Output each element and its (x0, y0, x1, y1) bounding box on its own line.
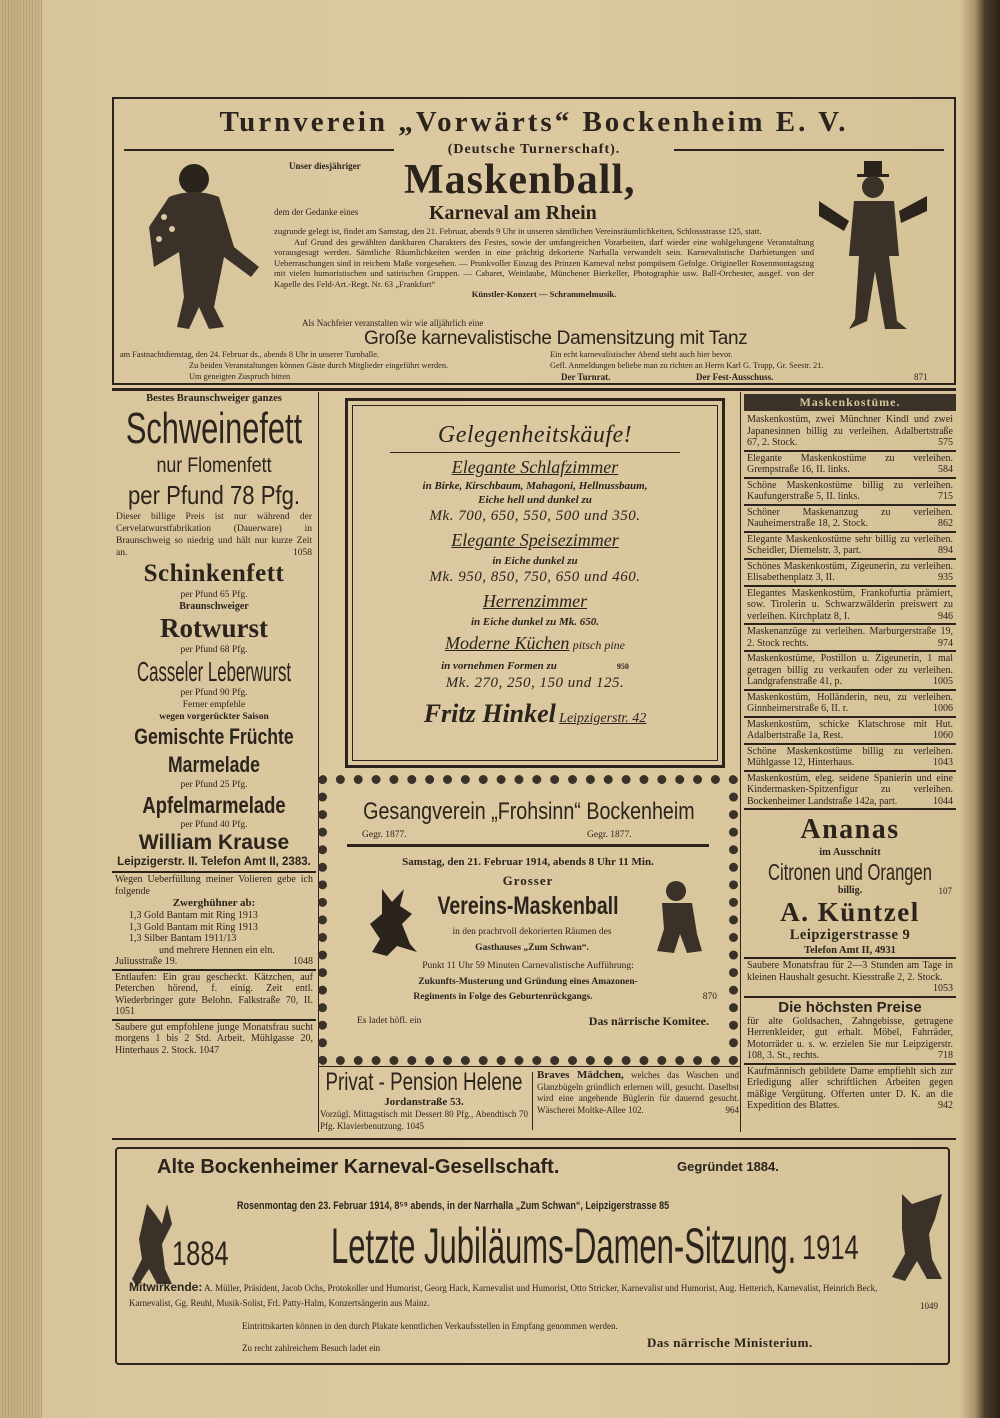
ad-number: 870 (702, 992, 717, 1002)
invite-text: Es ladet höfl. ein (357, 1016, 422, 1026)
price-text: per Pfund 90 Pfg. (180, 688, 248, 698)
hoechste-preise-ad: Die höchsten Preise für alte Goldsachen, Zahngebisse, getragene Herrenkleider, gut erhalt. Möbel, Fahrräder, Motorräder u. s. w. erzielen Sie nur Leipzigerstr. 108, 3. St., rechts. 718 (744, 998, 956, 1065)
frohsinn-text: Gasthauses „Zum Schwan“. (475, 943, 589, 953)
maskenkostuem-ad: Maskenkostüme, Postillon u. Zigeunerin, 1 mal getragen billig zu verkaufen oder zu verleihen. Landgrafenstraße 41, p. 1005 (744, 652, 956, 691)
hinkel-text: Eiche hell und dunkel zu (478, 494, 592, 506)
entlaufen-ad: Entlaufen: Ein grau gescheckt. Kätzchen, auf Peterchen hörend, f. einig. Zeit entl. Wiederbringer gute Belohn. Falkstraße 70, II. 1051 (112, 971, 316, 1021)
karneval-title: Alte Bockenheimer Karneval-Gesellschaft. (157, 1156, 560, 1178)
pension-text: Vorzügl. Mittagstisch mit Dessert 80 Pfg., Abendtisch 70 Pfg. Klavierbenutzung. (320, 1109, 528, 1131)
maskenkostuem-ad: Elegantes Maskenkostüm, Frankofurtia prämiert, sow. Tirolerin u. Schwarzwälderin preiswert zu verleihen. Kirchplatz 8, I. 946 (744, 587, 956, 626)
hinkel-text: in Eiche dunkel zu (492, 555, 578, 567)
apfelmarmelade-headline: Apfelmarmelade (142, 792, 286, 818)
maskenkostuem-ad: Schönes Maskenkostüm, Zigeunerin, zu verleihen. Elisabethenplatz 3, II. 935 (744, 560, 956, 587)
braunschweiger-text: Braunschweiger (179, 601, 249, 612)
eintrittskarten-text: Eintrittskarten können in den durch Plakate kenntlichen Verkaufsstellen in Empfang genommen werden. (242, 1321, 618, 1331)
info-line-1: am Fastnachtdienstag, den 24. Februar ds., abends 8 Uhr in unserer Turnhalle. (120, 350, 379, 359)
maskenball-headline: Vereins-Maskenball (437, 892, 619, 920)
monatsfrau-ad: Saubere gut empfohlene junge Monatsfrau sucht morgens 1 bis 2 Std. Arbeit. Mühlgasse 20, Hinterhaus 2. Stock. 1047 (115, 1021, 313, 1056)
info-line-2-right: Gefl. Anmeldungen beliebe man zu richten an Herrn Karl G. Trapp, Gr. Seestr. 21. (550, 361, 824, 370)
body-paragraph-2: Auf Grund des gewählten dankbaren Charakters des Festes, sowie der umfangreichen Vorarbeiten, darf wieder eine wohlgelungene Veranstaltung vorausgesagt werden. Sämtliche Räumlichkeiten werden in eine prächtig dekorierte Narhalla verwandelt sein. Karnevalistische Darbietungen und Ueberraschungen sind in reichem Maße vorgesehen. — Prunkvoller Einzug des Prinzen Karneval nebst pompösem Gefolge. Origineller Rosenmontagszug mit vielen humoristischen und satirischen Gruppen. — Cabaret, Weinlaube, Münchener Bierkeller, Photographie usw. Ball-Orchester, ausgef. von der Kapelle des Feld-Art.-Regt. Nr. 63 „Frankfurt“ (274, 236, 814, 289)
hinkel-text: pitsch pine (572, 638, 626, 652)
signature-turnrat: Der Turnrat. (561, 372, 611, 382)
info-line-3: Um geneigten Zuspruch bitten (189, 372, 291, 381)
hinkel-text: in Eiche dunkel zu Mk. 650. (470, 616, 600, 628)
event-date: Samstag, den 21. Februar 1914, abends 8 Uhr 11 Min. (402, 856, 654, 868)
grosser-text: Grosser (502, 873, 554, 888)
billig-text: billig. 107 (837, 885, 952, 896)
karneval-gesellschaft-ad (115, 1147, 950, 1365)
price-text: per Pfund 68 Pfg. (180, 645, 248, 655)
maskenkostueme-header: Maskenkostüme. (744, 394, 956, 411)
pension-title: Privat - Pension Helene (325, 1068, 523, 1096)
citronen-headline: Citronen und Orangen (768, 859, 932, 885)
hinkel-text: in vornehmen Formen zu (441, 660, 557, 672)
left-column (112, 392, 316, 1057)
maskenkostuem-ad: Elegante Maskenkostüme zu verleihen. Grempstraße 16, II. links. 584 (744, 452, 956, 479)
zwerghuehner-ad: Wegen Ueberfüllung meiner Volieren gebe ich folgende Zwerghühner ab: 1,3 Gold Bantam mit Ring 1913 1,3 Gold Bantam mit Ring 1913 1,3 Silber Bantam 1911/13 und mehrere Hennen ein eln. Juliusstraße 19. 1048 (112, 873, 316, 971)
krause-address: Leipzigerstr. II. Telefon Amt II, 2383. (112, 855, 316, 873)
wegen-text: wegen vorgerückter Saison (159, 712, 269, 722)
schinkenfett-headline: Schinkenfett (143, 560, 285, 587)
price-headline: per Pfund 78 Pfg. (127, 480, 301, 510)
right-column (744, 394, 956, 1113)
event-date: Rosenmontag den 23. Februar 1914, 8⁵⁹ abends, in der Narrhalla „Zum Schwan“, Leipzigerstrasse 85 (237, 1200, 670, 1212)
fruechte-headline: Gemischte Früchte (134, 724, 294, 749)
ausschnitt-text: im Ausschnitt (819, 847, 881, 858)
founded-text: Gegr. 1877. (587, 830, 632, 840)
frohsinn-text: in den prachtvoll dekorierten Räumen des (452, 927, 612, 937)
signature-komitee: Das närrische Komitee. (588, 1014, 709, 1028)
hinkel-content (353, 406, 717, 734)
maskenkostuem-ad: Maskenkostüm, eleg. seidene Spanierin und eine Kindermasken-Spitzenfigur zu verleihen. Bockenheimer Landstraße 142a, part. 1044 (744, 772, 956, 811)
frohsinn-ad (318, 775, 738, 1065)
kuentzel-name: A. Küntzel (780, 897, 920, 927)
signature-fest-ausschuss: Der Fest-Ausschuss. (696, 372, 774, 382)
price-text: per Pfund 25 Pfg. (180, 780, 248, 790)
monatsfrau-ad: Saubere Monatsfrau für 2—3 Stunden am Tage in kleinen Haushalt gesucht. Kiesstraße 2, 2. Stock. 1053 (744, 959, 956, 998)
ad-number: 871 (914, 372, 928, 382)
price-text: per Pfund 40 Pfg. (180, 820, 248, 830)
hinkel-name: Fritz Hinkel (423, 699, 556, 728)
turnverein-ad (112, 97, 956, 385)
maskenkostuem-ad: Maskenanzüge zu verleihen. Marburgerstraße 19, 2. Stock rechts. 974 (744, 625, 956, 652)
info-line-1-right: Ein echt karnevalistischer Abend steht auch hier bevor. (550, 350, 733, 359)
book-binding-edge (0, 0, 42, 1418)
schlafzimmer-prices: Mk. 700, 650, 550, 500 und 350. (429, 508, 641, 524)
signature-ministerium: Das närrische Ministerium. (647, 1335, 813, 1350)
ad-number: 1045 (405, 1120, 424, 1131)
maskenkostuem-ad: Elegante Maskenkostüme sehr billig zu verleihen. Scheidler, Diemelstr. 3, part. 894 (744, 533, 956, 560)
schweinefett-headline: Schweinefett (125, 404, 303, 453)
damen-sitzung-headline: Letzte Jubiläums-Damen-Sitzung. (331, 1218, 797, 1274)
gedanke-text: dem der Gedanke eines (274, 207, 359, 217)
frohsinn-text: Regiments in Folge des Geburtenrückgangs. (413, 992, 593, 1002)
maskenkostuem-ad: Maskenkostüm, Holländerin, neu, zu verleihen. Ginnheimerstraße 6, II. r. 1006 (744, 691, 956, 718)
schlafzimmer-heading: Elegante Schlafzimmer (451, 457, 619, 477)
year-1884: 1884 (172, 1235, 229, 1273)
herrenzimmer-heading: Herrenzimmer (482, 591, 588, 611)
maskenkostuem-ad: Schöne Maskenkostüme billig zu verleihen. Mühlgasse 12, Hinterhaus. 1043 (744, 745, 956, 772)
krause-ad (112, 392, 316, 873)
carnival-figure-illustration-right (819, 161, 929, 336)
maskenkostuem-ad: Maskenkostüm, zwei Münchner Kindl und zwei Japanesinnen billig zu verleihen. Adalbertstraße 67, 2. Stock. 575 (744, 413, 956, 452)
speisezimmer-heading: Elegante Speisezimmer (451, 530, 619, 550)
hinkel-text: in Birke, Kirschbaum, Mahagoni, Hellnussbaum, (422, 480, 648, 492)
intro-text: Unser diesjähriger (289, 161, 361, 171)
turnverein-subtitle: (Deutsche Turnerschaft). (447, 142, 621, 157)
frohsinn-text: Punkt 11 Uhr 59 Minuten Carnevalistische Aufführung: (422, 961, 634, 971)
info-line-2: Zu beiden Veranstaltungen können Gäste durch Mitglieder eingeführt werden. (189, 361, 449, 370)
ferner-text: Ferner empfehle (182, 700, 246, 710)
rotwurst-headline: Rotwurst (160, 613, 268, 643)
kuentzel-phone: Telefon Amt II, 4931 (744, 944, 956, 959)
nachfeier-text: Als Nachfeier veranstalten wir wie alljährlich eine (302, 318, 484, 328)
mitwirkende-text: Mitwirkende: A. Müller, Präsident, Jacob Ochs, Protokoller und Humorist, Georg Hack, Karnevalist und Humorist, Otto Stricker, Karnevalist und Humorist, Aug. Hetterich, Karnevalist, Heinrich Beck, Karnevalist, Gg. Reuhl, Musik-Solist, Frl. Patty-Halm, Konzertsängerin aus Mainz. (129, 1280, 878, 1308)
hinkel-title: Gelegenheitskäufe! (437, 422, 633, 448)
pension-address: Jordanstraße 53. (384, 1096, 464, 1108)
speisezimmer-prices: Mk. 950, 850, 750, 650 und 460. (429, 569, 641, 585)
body-paragraph-3: Künstler-Konzert — Schrammelmusik. (471, 289, 617, 299)
ad-number: 950 (616, 662, 629, 671)
damensitzung-headline: Große karnevalistische Damensitzung mit Tanz (364, 328, 748, 349)
jester-illustration-right (887, 1189, 947, 1289)
invite-text: Zu recht zahlreichem Besuch ladet ein (242, 1343, 381, 1353)
kuechen-heading: Moderne Küchen (444, 633, 570, 653)
turnverein-body (274, 226, 814, 300)
motto-headline: Karneval am Rhein (429, 202, 597, 224)
turnverein-title: Turnverein „Vorwärts“ Bockenheim E. V. (219, 106, 849, 138)
kuentzel-ad (744, 814, 956, 959)
hinkel-ad (345, 398, 725, 768)
krause-pre: Bestes Braunschweiger ganzes (146, 393, 282, 404)
kuechen-prices: Mk. 270, 250, 150 und 125. (445, 675, 625, 691)
maskenkostuem-ad: Schöner Maskenanzug zu verleihen. Nauheimerstraße 18, 2. Stock. 862 (744, 506, 956, 533)
price-text: per Pfund 65 Pfg. (180, 590, 248, 600)
founded-text: Gegründet 1884. (677, 1159, 779, 1174)
year-1914: 1914 (802, 1229, 859, 1267)
kuentzel-address: Leipzigerstrasse 9 (789, 927, 911, 943)
krause-text: Dieser billige Preis ist nur während der Cervelatwurstfabrikation (Dauerware) in Braunschweig so niedrig und hält nur kurze Zeit an. 1058 (116, 512, 312, 558)
marmelade-headline: Marmelade (168, 752, 260, 777)
founded-text: Gegr. 1877. (362, 830, 407, 840)
body-paragraph-1: zugrunde gelegt ist, findet am Samstag, den 21. Februar, abends 9 Uhr in unseren sämtlichen Vereinsräumlichkeiten, Schlossstrasse 125, statt. (274, 226, 762, 236)
maskenkostuem-ad: Schöne Maskenkostüme billig zu verleihen. Kaufungerstraße 5, II. links. 715 (744, 479, 956, 506)
pension-ad (320, 1068, 528, 1132)
maskenkostueme-list (744, 413, 956, 810)
maskenkostuem-ad: Maskenkostüm, schicke Klatschrose mit Hut. Adalbertstraße 1a, Rest. 1060 (744, 718, 956, 745)
frohsinn-title: Gesangverein „Frohsinn“ Bockenheim (363, 798, 695, 825)
ananas-headline: Ananas (800, 814, 900, 845)
ad-number: 1049 (920, 1301, 938, 1311)
maskenball-headline: Maskenball, (404, 157, 636, 203)
leberwurst-headline: Casseler Leberwurst (136, 656, 292, 687)
carnival-figure-illustration-left (139, 157, 269, 337)
schreibarbeiten-ad: Kaufmännisch gebildete Dame empfiehlt sich zur Erledigung aller schriftlichen Arbeiten gegen mäßige Vergütung. Offerten unter D. K. an die Expedition des Blattes. 942 (747, 1065, 953, 1111)
flomenfett-headline: nur Flomenfett (156, 454, 272, 477)
maedchen-ad: Braves Mädchen, welches das Waschen und Glanzbügeln gründlich erlernen will, gesucht. Daselbst wird eine angehende Büglerin für dauernd gesucht. Wäscherei Moltke-Allee 102. 964 (537, 1069, 739, 1115)
krause-name: William Krause (138, 831, 290, 854)
hinkel-address: Leipzigerstr. 42 (559, 711, 647, 726)
frohsinn-text: Zukunfts-Musterung und Gründung eines Amazonen- (418, 977, 638, 987)
